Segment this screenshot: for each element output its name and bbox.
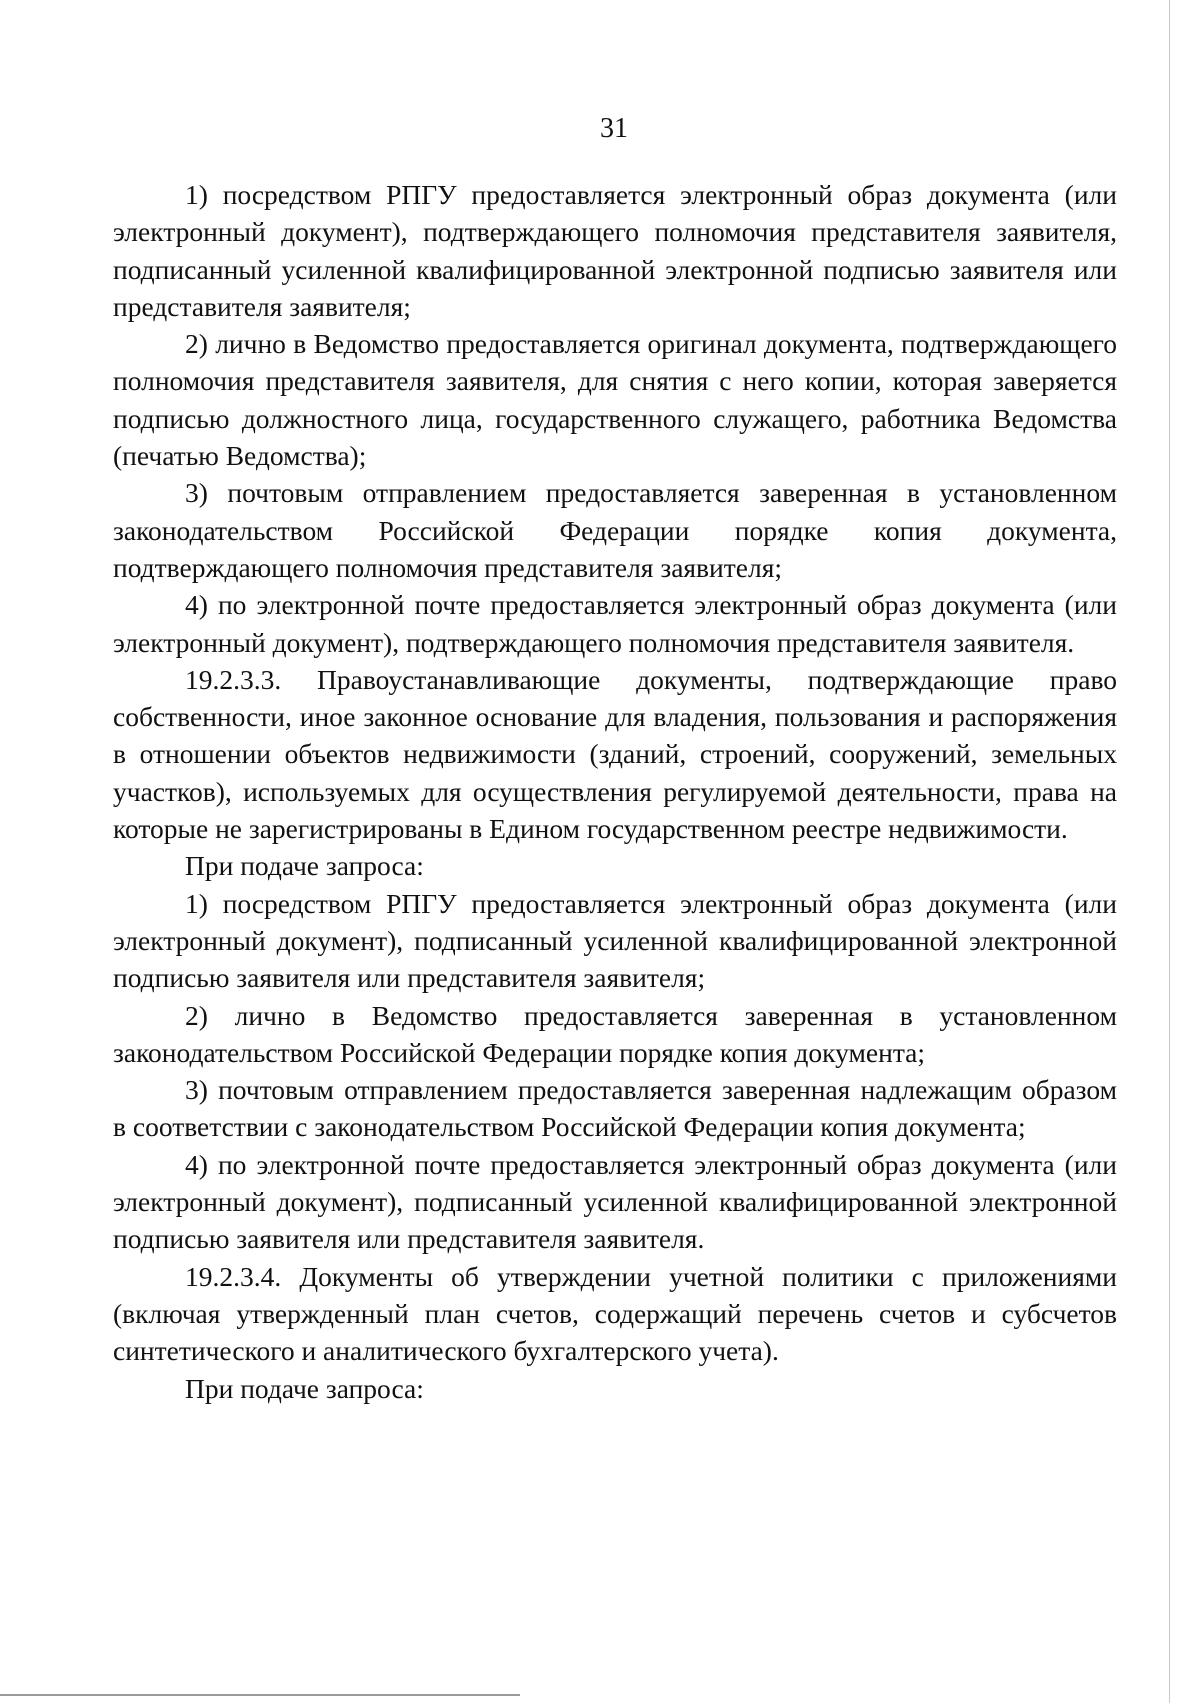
scan-bottom-line [0, 1694, 520, 1696]
paragraph-7: 1) посредством РПГУ предоставляется электронный образ документа (или электронный документ), подписанный усиленной квалифицированной электронной подписью заявителя или представителя заявителя; [113, 887, 1117, 994]
paragraph-3: 3) почтовым отправлением предоставляется заверенная в установленном законодательством Российской Федерации порядке копия документа, подтверждающего полномочия представителя заявителя; [113, 477, 1117, 583]
document-body [113, 176, 1117, 1407]
paragraph-4: 4) по электронной почте предоставляется электронный образ документа (или электронный документ), подтверждающего полномочия представителя заявителя. [113, 589, 1117, 658]
scan-edge-line [1169, 0, 1170, 1703]
page-number: 31 [600, 113, 628, 144]
paragraph-1: 1) посредством РПГУ предоставляется электронный образ документа (или электронный документ), подтверждающего полномочия представителя заявителя, подписанный усиленной квалифицированной электронной подписью заявителя или представителя заявителя; [113, 179, 1117, 322]
paragraph-2: 2) лично в Ведомство предоставляется оригинал документа, подтверждающего полномочия представителя заявителя, для снятия с него копии, которая заверяется подписью должностного лица, государственного служащего, работника Ведомства (печатью Ведомства); [113, 328, 1117, 472]
paragraph-6: При подаче запроса: [185, 850, 424, 882]
paragraph-5: 19.2.3.3. Правоустанавливающие документы, подтверждающие право собственности, иное законное основание для владения, пользования и распоряжения в отношении объектов недвижимости (зданий, строений, сооружений, земельных участков), используемых для осуществления регулируемой деятельности, права на которые не зарегистрированы в Едином государственном реестре недвижимости. [113, 663, 1117, 845]
paragraph-12: При подаче запроса: [185, 1372, 424, 1404]
paragraph-11: 19.2.3.4. Документы об утверждении учетной политики с приложениями (включая утвержденный план счетов, содержащий перечень счетов и субсчетов синтетического и аналитического бухгалтерского учета). [113, 1260, 1117, 1367]
paragraph-9: 3) почтовым отправлением предоставляется заверенная надлежащим образом в соответствии с законодательством Российской Федерации копия документа; [113, 1074, 1117, 1143]
paragraph-10: 4) по электронной почте предоставляется электронный образ документа (или электронный документ), подписанный усиленной квалифицированной электронной подписью заявителя или представителя заявителя. [113, 1148, 1117, 1255]
paragraph-8: 2) лично в Ведомство предоставляется заверенная в установленном законодательством Российской Федерации порядке копия документа; [113, 999, 1117, 1068]
